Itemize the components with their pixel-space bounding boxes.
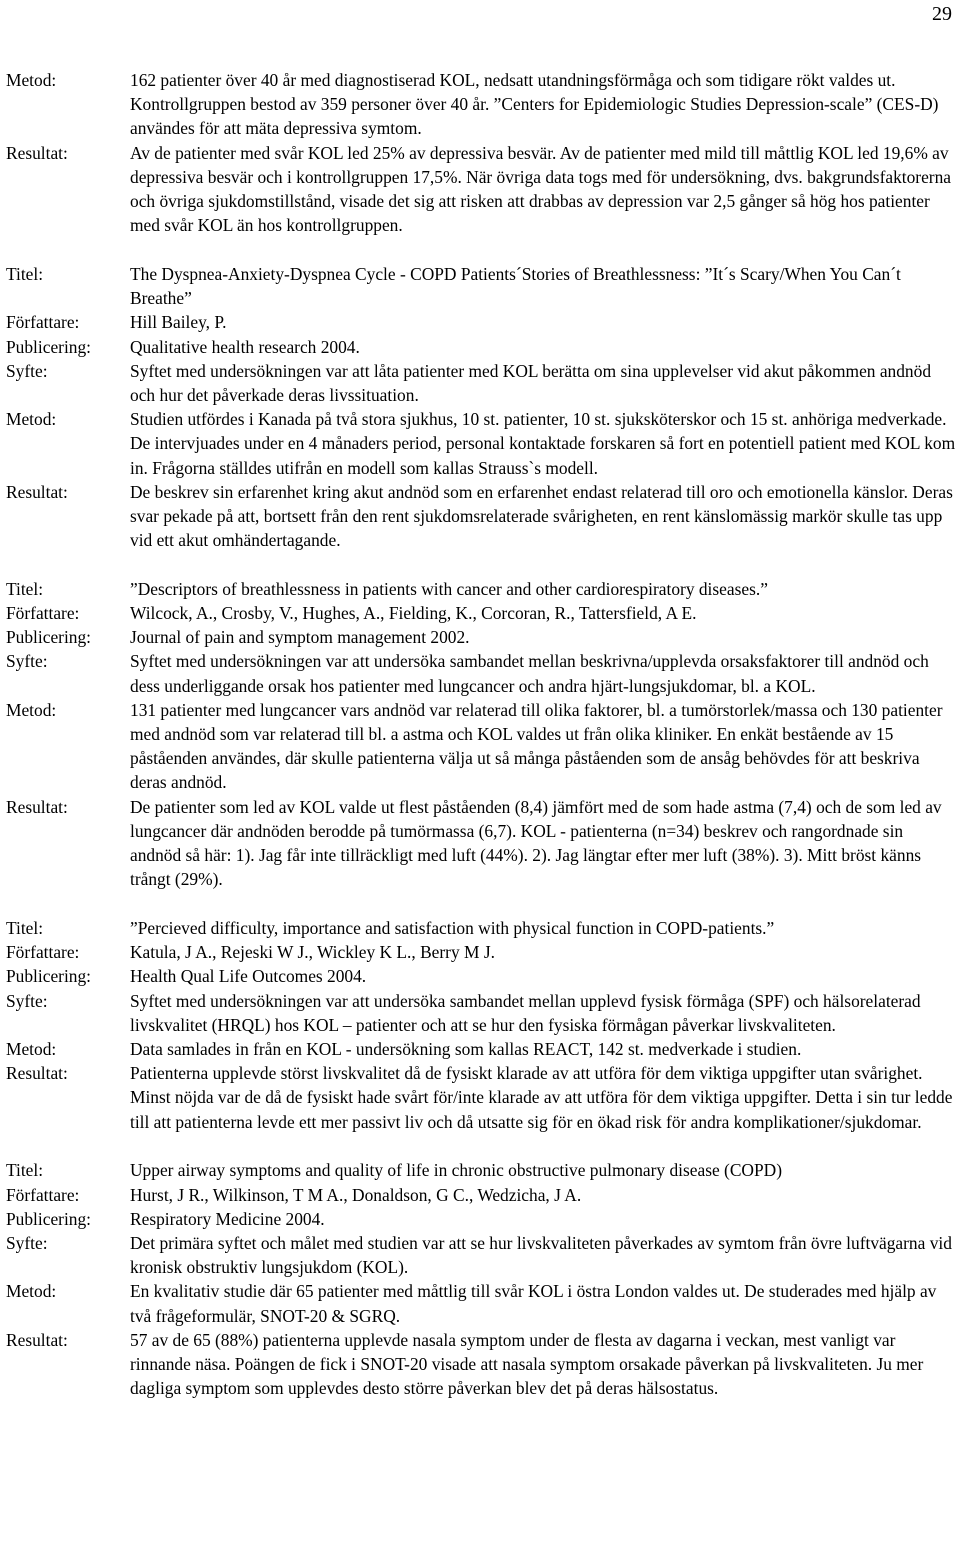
- field-label: Författare:: [6, 312, 80, 333]
- field-text: De beskrev sin erfarenhet kring akut andnöd som en erfarenhet endast relaterad till oro och emotionella känslor. Deras svar pekade på att, bortsett från den rent sjukdomsrelaterade svårigheten, en rent känslomässig markör skulle tas upp vid ett akut omhändertagande.: [130, 481, 953, 551]
- field-label: Publicering:: [6, 1208, 92, 1229]
- field-text: ”Percieved difficulty, importance and satisfaction with physical function in COPD-patients.”: [130, 918, 775, 938]
- field-label: Syfte:: [6, 1232, 48, 1253]
- study-record: [6, 68, 958, 237]
- field-text: Syftet med undersökningen var att undersöka sambandet mellan beskrivna/upplevda orsaksfaktorer till andnöd och dess underliggande orsak hos patienter med lungcancer och andra hjärt-lungsjukdomar, bl. a KOL.: [130, 651, 929, 696]
- field-row-publication: [6, 625, 958, 649]
- field-text: Syftet med undersökningen var att undersöka sambandet mellan upplevd fysisk förmåga (SPF) och hälsorelaterad livskvalitet (HRQL) hos KOL – patienter och att se hur den fysiska förmågan påverkar livskvaliteten.: [130, 990, 921, 1035]
- field-row-purpose: [6, 989, 958, 1037]
- field-label: Resultat:: [6, 142, 68, 163]
- field-row-title: [6, 262, 958, 310]
- field-row-authors: [6, 601, 958, 625]
- field-text: 131 patienter med lungcancer vars andnöd var relaterad till olika faktorer, bl. a tumörstorlek/massa och 130 patienter med andnöd som var relaterad till bl. a astma och KOL valdes ut från olika kliniker. En enkät bestående av 15 påståenden användes, där skulle patienterna välja ut så många påståenden som de ansåg behövdes för att beskriva deras andnöd.: [130, 699, 943, 793]
- field-row-result: [6, 480, 958, 553]
- field-text: Av de patienter med svår KOL led 25% av depressiva besvär. Av de patienter med mild till måttlig KOL led 19,6% av depressiva besvär och i kontrollgruppen 17,5%. När övriga data togs med för undersökning, dvs. bakgrundsfaktorerna och övriga sjukdomstillstånd, visade det sig att risken att drabbas av depression var 2,5 gånger så hög hos patienter med svår KOL än hos kontrollgruppen.: [130, 142, 952, 236]
- field-row-publication: [6, 1207, 958, 1231]
- field-text: The Dyspnea-Anxiety-Dyspnea Cycle - COPD Patients´Stories of Breathlessness: ”It´s Scary/When You Can´t Breathe”: [130, 263, 901, 309]
- field-label: Metod:: [6, 1281, 57, 1302]
- field-row-result: [6, 141, 958, 238]
- field-text: Det primära syftet och målet med studien var att se hur livskvaliteten påverkades av symtom från övre luftvägarna vid kronisk obstruktiv lungsjukdom (KOL).: [130, 1232, 952, 1278]
- field-row-publication: [6, 335, 958, 359]
- field-text: 162 patienter över 40 år med diagnostiserad KOL, nedsatt utandningsförmåga och som tidigare rökt valdes ut. Kontrollgruppen bestod av 359 personer över 40 år. ”Centers for Epidemiologic Studies Depression-scale” (CES-D) användes för att mäta depressiva symtom.: [130, 70, 939, 139]
- field-label: Titel:: [6, 918, 44, 938]
- field-label: Titel:: [6, 578, 44, 599]
- field-text: Syftet med undersökningen var att låta patienter med KOL berätta om sina upplevelser vid akut påkommen andnöd och hur det påverkade deras livssituation.: [130, 360, 932, 405]
- field-text: Hurst, J R., Wilkinson, T M A., Donaldson, G C., Wedzicha, J A.: [130, 1184, 582, 1205]
- field-text: Katula, J A., Rejeski W J., Wickley K L., Berry M J.: [130, 942, 495, 963]
- field-label: Metod:: [6, 699, 57, 720]
- field-text: Journal of pain and symptom management 2002.: [130, 627, 470, 648]
- field-text: Patienterna upplevde störst livskvalitet då de fysiskt klarade av att utföra för dem viktiga uppgifter utan svårighet. Minst nöjda var de då de fysiskt hade svårt för/inte klarade av att utföra för dem viktiga uppgifter. Detta i sin tur ledde till att patienterna levde ett mer passivt liv och då utsatte sig för en ökad risk för andra komplikationer/sjukdomar.: [130, 1063, 953, 1132]
- field-label: Syfte:: [6, 990, 48, 1011]
- field-row-title: [6, 1158, 958, 1182]
- field-row-authors: [6, 1183, 958, 1207]
- field-label: Författare:: [6, 1184, 80, 1205]
- field-row-title: [6, 577, 958, 601]
- field-text: Upper airway symptoms and quality of life in chronic obstructive pulmonary disease (COPD): [130, 1160, 783, 1181]
- field-label: Publicering:: [6, 966, 92, 987]
- field-row-result: [6, 1061, 958, 1134]
- field-text: Wilcock, A., Crosby, V., Hughes, A., Fielding, K., Corcoran, R., Tattersfield, A E.: [130, 603, 697, 624]
- field-label: Syfte:: [6, 360, 48, 381]
- field-row-method: [6, 407, 958, 480]
- field-text: En kvalitativ studie där 65 patienter med måttlig till svår KOL i östra London valdes ut. De studerades med hjälp av två frågeformulär, SNOT-20 & SGRQ.: [130, 1281, 937, 1326]
- field-text: ”Descriptors of breathlessness in patients with cancer and other cardiorespiratory diseases.”: [130, 578, 768, 599]
- field-row-authors: [6, 940, 958, 964]
- field-row-authors: [6, 310, 958, 334]
- field-row-purpose: [6, 1231, 958, 1279]
- field-label: Metod:: [6, 1039, 57, 1060]
- field-row-method: [6, 1279, 958, 1327]
- field-label: Författare:: [6, 942, 80, 963]
- field-label: Metod:: [6, 70, 57, 90]
- field-label: Metod:: [6, 409, 57, 430]
- field-label: Titel:: [6, 1160, 44, 1181]
- field-label: Publicering:: [6, 627, 92, 648]
- field-label: Resultat:: [6, 1063, 68, 1084]
- study-record: [6, 916, 958, 1134]
- field-text: Data samlades in från en KOL - undersökning som kallas REACT, 142 st. medverkade i studien.: [130, 1039, 802, 1060]
- field-text: Hill Bailey, P.: [130, 312, 227, 333]
- study-record: [6, 262, 958, 552]
- field-row-result: [6, 1328, 958, 1401]
- field-label: Författare:: [6, 603, 80, 624]
- field-row-method: [6, 698, 958, 795]
- study-record: [6, 577, 958, 892]
- field-row-title: [6, 916, 958, 940]
- field-row-result: [6, 795, 958, 892]
- field-text: Studien utfördes i Kanada på två stora sjukhus, 10 st. patienter, 10 st. sjuksköterskor och 15 st. anhöriga medverkade. De intervjuades under en 4 månaders period, personal kontaktade forskaren så fort en potentiell patient med KOL kom in. Frågorna ställdes utifrån en modell som kallas Strauss`s modell.: [130, 409, 956, 478]
- field-row-purpose: [6, 359, 958, 407]
- field-text: Health Qual Life Outcomes 2004.: [130, 966, 367, 987]
- field-label: Titel:: [6, 263, 44, 284]
- study-record: [6, 1158, 958, 1400]
- field-text: 57 av de 65 (88%) patienterna upplevde nasala symptom under de flesta av dagarna i veckan, mest vanligt var rinnande näsa. Poängen de fick i SNOT-20 visade att nasala symptom orsakade påverkan på livskvaliteten. Ju mer dagliga symptom som upplevdes desto större påverkan blev det på deras hälsostatus.: [130, 1329, 924, 1399]
- field-row-publication: [6, 964, 958, 988]
- field-text: Qualitative health research 2004.: [130, 336, 360, 357]
- field-row-method: [6, 68, 958, 141]
- field-label: Resultat:: [6, 1329, 68, 1350]
- field-row-method: [6, 1037, 958, 1061]
- field-text: Respiratory Medicine 2004.: [130, 1208, 325, 1229]
- field-row-purpose: [6, 649, 958, 697]
- field-label: Resultat:: [6, 481, 68, 502]
- document-body: [6, 68, 958, 1400]
- field-label: Resultat:: [6, 796, 68, 817]
- page-number: 29: [932, 3, 952, 25]
- field-text: De patienter som led av KOL valde ut flest påståenden (8,4) jämfört med de som hade astma (7,4) och de som led av lungcancer där andnöden berodde på tumörmassa (6,7). KOL - patienterna (n=34) beskrev och rangordnade sin andnöd så här: 1). Jag får inte tillräckligt med luft (44%). 2). Jag längtar efter mer luft (38%). 3). Mitt bröst känns trångt (29%).: [130, 796, 942, 890]
- field-label: Syfte:: [6, 651, 48, 672]
- field-label: Publicering:: [6, 336, 92, 357]
